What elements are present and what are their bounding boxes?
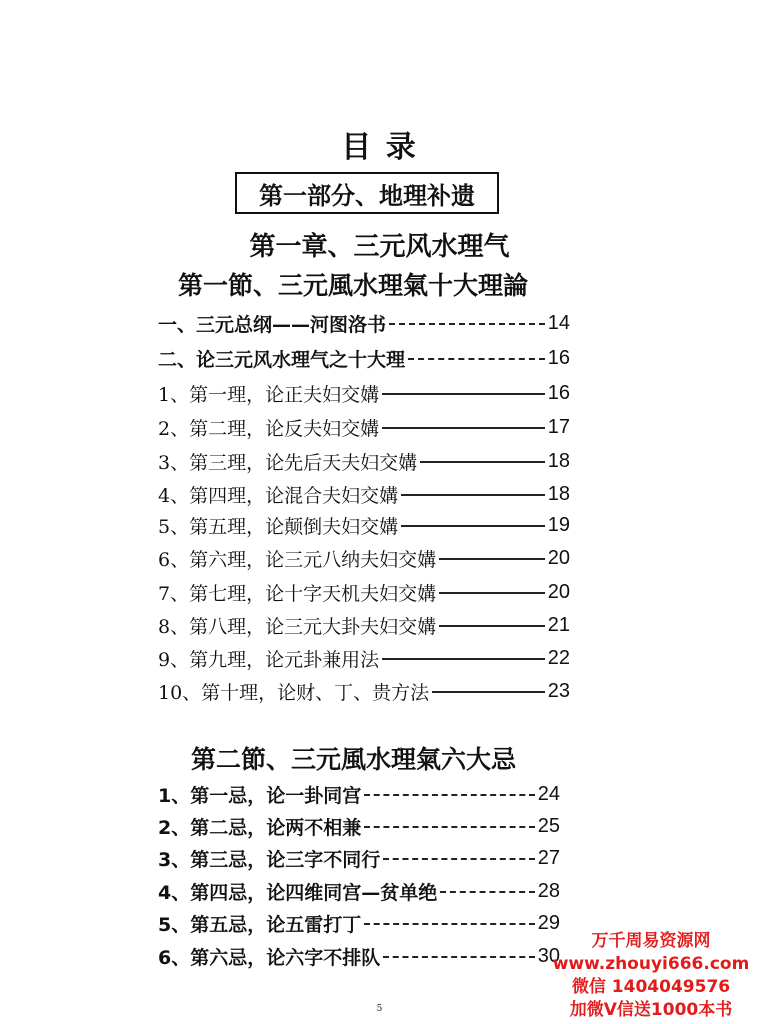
- dot-leader: [382, 658, 545, 660]
- watermark-line: 加微V信送1000本书: [569, 1000, 733, 1020]
- watermark: [551, 930, 751, 1022]
- toc-entry[interactable]: [158, 308, 570, 338]
- page-title: 目 录: [341, 130, 418, 165]
- toc-entry-page: 16: [547, 346, 570, 369]
- toc-entry[interactable]: [158, 479, 570, 509]
- toc-entry[interactable]: [158, 908, 560, 938]
- toc-entry-label: 4、第四忌，论四维同宫—贫单绝: [158, 881, 438, 904]
- toc-entry-page: 21: [547, 613, 570, 636]
- section-2-heading: 第二節、三元風水理氣六大忌: [191, 745, 517, 774]
- toc-entry[interactable]: [158, 577, 570, 607]
- watermark-line: 万千周易资源网: [591, 931, 711, 951]
- toc-entry-label: 1、第一理，论正夫妇交媾: [158, 383, 380, 406]
- toc-entry-page: 28: [537, 879, 560, 902]
- dot-leader: [383, 956, 535, 958]
- part-heading-text: 第一部分、地理补遗: [259, 181, 475, 210]
- toc-entry-label: 二、论三元风水理气之十大理: [158, 348, 406, 371]
- toc-entry-label: 9、第九理，论元卦兼用法: [158, 648, 380, 671]
- dot-leader: [439, 592, 545, 594]
- toc-entry[interactable]: [158, 941, 560, 971]
- toc-entry-label: 一、三元总纲——河图洛书: [158, 313, 387, 336]
- toc-entry-page: 27: [537, 846, 560, 869]
- dot-leader: [432, 691, 545, 693]
- toc-entry-label: 1、第一忌，论一卦同宫: [158, 784, 362, 807]
- toc-entry-label: 8、第八理，论三元大卦夫妇交媾: [158, 615, 437, 638]
- dot-leader: [401, 525, 545, 527]
- toc-entry-page: 17: [547, 415, 570, 438]
- dot-leader: [401, 494, 545, 496]
- dot-leader: [364, 826, 535, 828]
- toc-entry[interactable]: [158, 610, 570, 640]
- toc-entry-page: 18: [547, 482, 570, 505]
- toc-entry-label: 3、第三忌，论三字不同行: [158, 848, 381, 871]
- dot-leader: [382, 393, 545, 395]
- toc-entry-label: 5、第五忌，论五雷打丁: [158, 913, 362, 936]
- toc-entry[interactable]: [158, 676, 570, 706]
- toc-entry[interactable]: [158, 510, 570, 540]
- toc-entry[interactable]: [158, 643, 570, 673]
- toc-entry-page: 14: [547, 311, 570, 334]
- dot-leader: [389, 323, 545, 325]
- toc-entry-label: 6、第六理，论三元八纳夫妇交媾: [158, 548, 437, 571]
- toc-entry[interactable]: [158, 412, 570, 442]
- watermark-line: 微信 1404049576: [571, 977, 731, 997]
- toc-entry-page: 19: [547, 513, 570, 536]
- toc-entry-label: 5、第五理，论颠倒夫妇交媾: [158, 515, 399, 538]
- part-heading: [235, 172, 499, 214]
- toc-entry-page: 24: [537, 782, 560, 805]
- chapter-heading: 第一章、三元风水理气: [249, 232, 510, 262]
- toc-entry[interactable]: [158, 543, 570, 573]
- toc-entry[interactable]: [158, 446, 570, 476]
- toc-entry[interactable]: [158, 343, 570, 373]
- toc-entry-page: 22: [547, 646, 570, 669]
- dot-leader: [382, 427, 545, 429]
- toc-entry[interactable]: [158, 779, 560, 809]
- dot-leader: [439, 625, 545, 627]
- dot-leader: [420, 461, 545, 463]
- toc-entry-label: 6、第六忌，论六字不排队: [158, 946, 381, 969]
- toc-entry[interactable]: [158, 876, 560, 906]
- page-number: 5: [376, 1004, 383, 1014]
- watermark-url: www.zhouyi666.com: [552, 954, 750, 974]
- toc-entry-page: 30: [537, 944, 560, 967]
- toc-entry[interactable]: [158, 378, 570, 408]
- toc-entry-label: 3、第三理，论先后天夫妇交媾: [158, 451, 418, 474]
- toc-entry-page: 20: [547, 580, 570, 603]
- dot-leader: [440, 891, 535, 893]
- dot-leader: [364, 794, 535, 796]
- toc-entry[interactable]: [158, 843, 560, 873]
- toc-entry-label: 7、第七理，论十字天机夫妇交媾: [158, 582, 437, 605]
- toc-entry-page: 23: [547, 679, 570, 702]
- toc-entry-page: 16: [547, 381, 570, 404]
- toc-entry-label: 4、第四理，论混合夫妇交媾: [158, 484, 399, 507]
- section-1-heading: 第一節、三元風水理氣十大理論: [178, 271, 529, 300]
- dot-leader: [439, 558, 545, 560]
- toc-entry[interactable]: [158, 811, 560, 841]
- toc-entry-page: 29: [537, 911, 560, 934]
- toc-entry-label: 2、第二理，论反夫妇交媾: [158, 417, 380, 440]
- toc-entry-page: 18: [547, 449, 570, 472]
- toc-entry-label: 10、第十理，论财、丁、贵方法: [158, 681, 430, 704]
- dot-leader: [364, 923, 535, 925]
- toc-entry-page: 25: [537, 814, 560, 837]
- toc-entry-page: 20: [547, 546, 570, 569]
- toc-entry-label: 2、第二忌，论两不相兼: [158, 816, 362, 839]
- dot-leader: [383, 858, 535, 860]
- dot-leader: [408, 358, 545, 360]
